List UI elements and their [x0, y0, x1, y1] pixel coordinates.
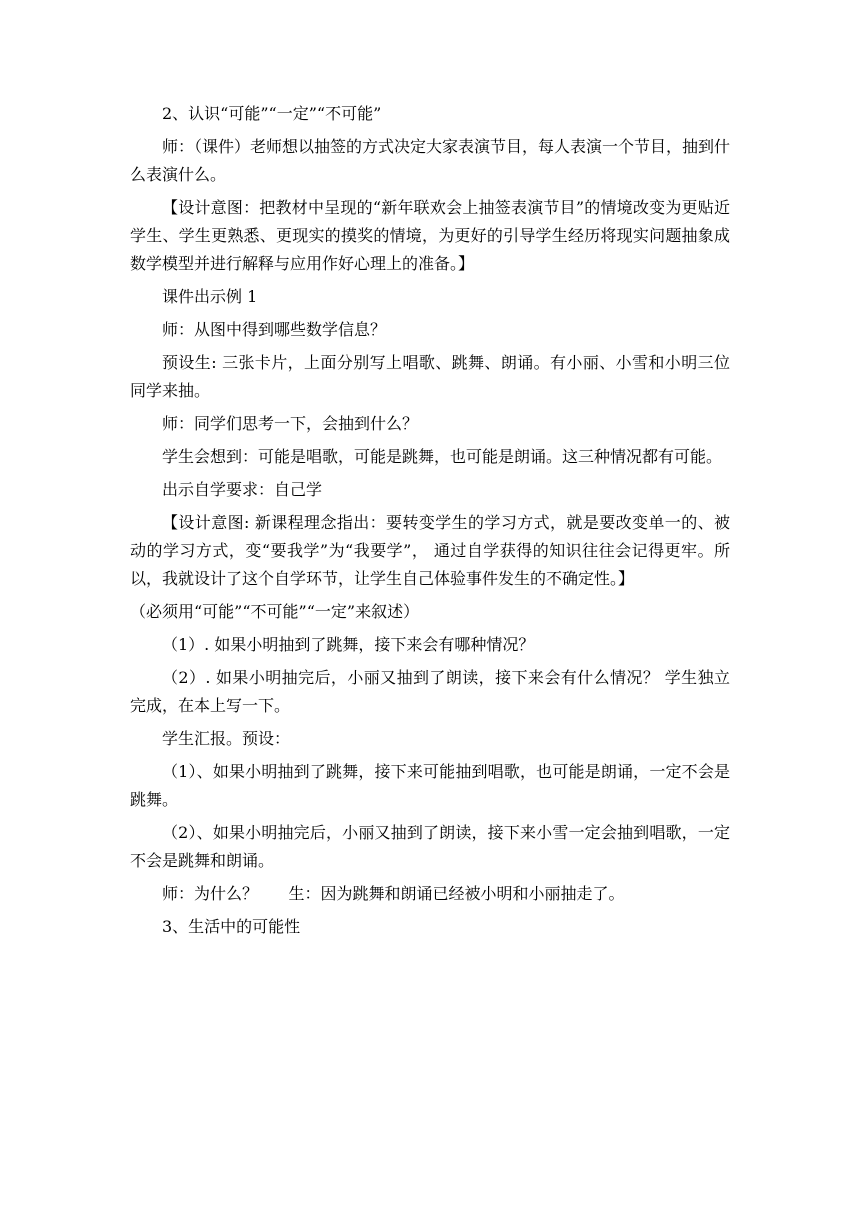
answer-1: （1）、如果小明抽到了跳舞，接下来可能抽到唱歌，也可能是朗诵，一定不会是跳舞。 [130, 762, 730, 809]
teacher-think-line: 师：同学们思考一下，会抽到什么？ [162, 414, 419, 433]
question-2: （2）. 如果小明抽完后，小丽又抽到了朗读，接下来会有什么情况？ 学生独立完成，在本上写一下。 [130, 668, 730, 715]
teacher-question-line: 师：从图中得到哪些数学信息？ [162, 320, 387, 339]
teacher-student-dialogue: 师：为什么？ 生：因为跳舞和朗诵已经被小明和小丽抽走了。 [162, 884, 625, 903]
narration-requirement: （必须用“可能”“不可能”“一定”来叙述） [130, 602, 420, 621]
design-intent-paragraph-1: 【设计意图：把教材中呈现的“新年联欢会上抽签表演节目”的情境改变为更贴近学生、学生更熟悉、更现实的摸奖的情境，为更好的引导学生经历将现实问题抽象成数学模型并进行解释与应用作好心理上的准备。】 [130, 198, 730, 273]
design-intent-paragraph-2: 【设计意图: 新课程理念指出：要转变学生的学习方式，就是要改变单一的、被动的学习方式，变“要我学”为“我要学”， 通过自学获得的知识往往会记得更牢。所以，我就设计了这个自学环节，让学生自己体验事件发生的不确定性。】 [130, 513, 730, 588]
courseware-example-line: 课件出示例 1 [162, 287, 258, 306]
answer-2: （2）、如果小明抽完后，小丽又抽到了朗读，接下来小雪一定会抽到唱歌，一定不会是跳舞和朗诵。 [130, 823, 730, 870]
section-heading-2: 2、认识“可能”“一定”“不可能” [162, 104, 382, 123]
teacher-intro-paragraph: 师：（课件）老师想以抽签的方式决定大家表演节目，每人表演一个节目，抽到什么表演什么。 [130, 137, 731, 184]
section-heading-3: 3、生活中的可能性 [162, 917, 301, 936]
student-thought-paragraph: 学生会想到：可能是唱歌，可能是跳舞，也可能是朗诵。这三种情况都有可能。 [162, 447, 723, 466]
student-report-line: 学生汇报。预设： [162, 729, 291, 748]
self-study-requirement: 出示自学要求：自己学 [162, 480, 323, 499]
document-page [130, 100, 730, 946]
preset-student-answer: 预设生: 三张卡片，上面分别写上唱歌、跳舞、朗诵。有小丽、小雪和小明三位同学来抽。 [130, 353, 730, 400]
question-1: （1）. 如果小明抽到了跳舞，接下来会有哪种情况？ [162, 635, 535, 654]
